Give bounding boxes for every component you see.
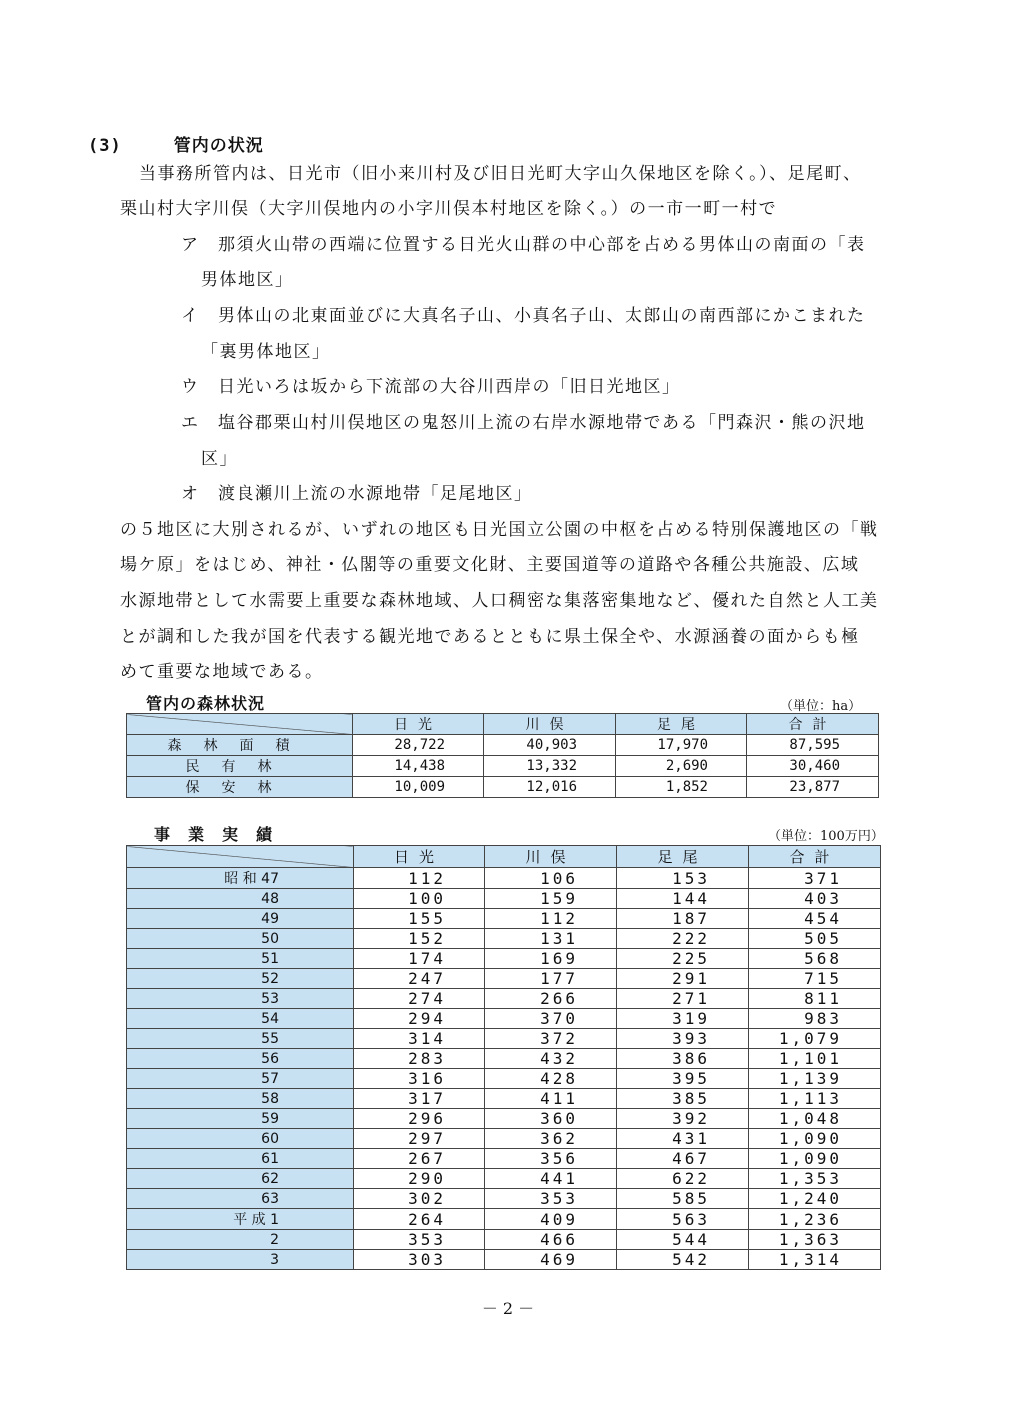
row-label: 54	[127, 1009, 354, 1029]
table-row	[127, 1089, 881, 1109]
item-u-line-1: ウ 日光いろは坂から下流部の大谷川西岸の「旧日光地区」	[181, 377, 681, 397]
cell-value: 544	[617, 1230, 749, 1250]
row-label: 59	[127, 1109, 354, 1129]
jigyo-table-body	[127, 868, 881, 1270]
row-label: 49	[127, 909, 354, 929]
cell-value: 291	[617, 969, 749, 989]
cell-value: 302	[354, 1189, 485, 1209]
cell-value: 1,363	[749, 1230, 881, 1250]
row-label: 昭 和 47	[127, 868, 354, 889]
item-a-line-2: 男体地区」	[201, 270, 294, 290]
row-label: 63	[127, 1189, 354, 1209]
item-o-line-1: オ 渡良瀬川上流の水源地帯「足尾地区」	[181, 484, 533, 504]
table-row	[127, 777, 879, 798]
item-e-line-2: 区」	[201, 449, 238, 469]
cell-value: 356	[485, 1149, 617, 1169]
cell-value: 247	[354, 969, 485, 989]
row-label: 56	[127, 1049, 354, 1069]
cell-value: 568	[749, 949, 881, 969]
cell-value: 131	[485, 929, 617, 949]
cell-value: 23,877	[747, 777, 879, 798]
cell-value: 467	[617, 1149, 749, 1169]
table-row	[127, 868, 881, 889]
row-label: 53	[127, 989, 354, 1009]
table-row	[127, 1109, 881, 1129]
cell-value: 392	[617, 1109, 749, 1129]
cell-value: 983	[749, 1009, 881, 1029]
cell-value: 314	[354, 1029, 485, 1049]
cell-value: 395	[617, 1069, 749, 1089]
cell-value: 40,903	[484, 735, 616, 756]
cell-value: 393	[617, 1029, 749, 1049]
item-e-line-1: エ 塩谷郡栗山村川俣地区の鬼怒川上流の右岸水源地帯である「門森沢・熊の沢地	[181, 413, 866, 433]
cell-value: 371	[749, 868, 881, 889]
row-label: 52	[127, 969, 354, 989]
table-row	[127, 1250, 881, 1270]
row-label: 50	[127, 929, 354, 949]
cell-value: 428	[485, 1069, 617, 1089]
intro-line-1: 当事務所管内は、日光市（旧小来川村及び旧日光町大字山久保地区を除く。）、足尾町、	[139, 164, 862, 184]
header-nikko: 日光	[353, 714, 484, 735]
cell-value: 153	[617, 868, 749, 889]
header-corner-cell	[127, 846, 354, 868]
table-header-row	[127, 846, 881, 868]
table-row	[127, 949, 881, 969]
cell-value: 87,595	[747, 735, 879, 756]
row-label: 保安林	[127, 777, 353, 798]
row-label: 58	[127, 1089, 354, 1109]
cell-value: 454	[749, 909, 881, 929]
item-i-line-2: 「裏男体地区」	[201, 342, 331, 362]
cell-value: 1,852	[616, 777, 747, 798]
cell-value: 622	[617, 1169, 749, 1189]
cell-value: 30,460	[747, 756, 879, 777]
table-row	[127, 1169, 881, 1189]
cell-value: 294	[354, 1009, 485, 1029]
item-a-line-1: ア 那須火山帯の西端に位置する日光火山群の中心部を占める男体山の南面の「表	[181, 235, 866, 255]
cell-value: 10,009	[353, 777, 484, 798]
forest-table-title: 管内の森林状況	[146, 694, 266, 713]
header-kawamata: 川俣	[485, 846, 617, 868]
cell-value: 271	[617, 989, 749, 1009]
cell-value: 1,236	[749, 1209, 881, 1230]
jigyo-table-title: 事 業 実 績	[154, 825, 274, 844]
cell-value: 159	[485, 889, 617, 909]
table-row	[127, 756, 879, 777]
cell-value: 585	[617, 1189, 749, 1209]
cell-value: 283	[354, 1049, 485, 1069]
summary-line-2: 場ケ原」をはじめ、神社・仏閣等の重要文化財、主要国道等の道路や各種公共施設、広域	[120, 555, 860, 575]
table-row	[127, 1009, 881, 1029]
cell-value: 441	[485, 1169, 617, 1189]
table-row	[127, 1049, 881, 1069]
table-row	[127, 909, 881, 929]
table-row	[127, 969, 881, 989]
row-label: 51	[127, 949, 354, 969]
row-label: 民有林	[127, 756, 353, 777]
row-label: 3	[127, 1250, 354, 1270]
cell-value: 290	[354, 1169, 485, 1189]
table-row	[127, 1029, 881, 1049]
row-label: 57	[127, 1069, 354, 1089]
row-label: 48	[127, 889, 354, 909]
cell-value: 505	[749, 929, 881, 949]
cell-value: 1,101	[749, 1049, 881, 1069]
forest-table	[126, 713, 879, 798]
cell-value: 174	[354, 949, 485, 969]
row-label: 2	[127, 1230, 354, 1250]
summary-line-4: とが調和した我が国を代表する観光地であるとともに県土保全や、水源涵養の面からも極	[120, 627, 860, 647]
row-label: 60	[127, 1129, 354, 1149]
cell-value: 14,438	[353, 756, 484, 777]
row-label: 55	[127, 1029, 354, 1049]
cell-value: 542	[617, 1250, 749, 1270]
header-ashio: 足尾	[617, 846, 749, 868]
cell-value: 372	[485, 1029, 617, 1049]
summary-line-5: めて重要な地域である。	[120, 662, 324, 682]
summary-line-1: の５地区に大別されるが、いずれの地区も日光国立公園の中枢を占める特別保護地区の「戦	[120, 520, 879, 540]
cell-value: 715	[749, 969, 881, 989]
cell-value: 2,690	[616, 756, 747, 777]
table-row	[127, 1189, 881, 1209]
cell-value: 469	[485, 1250, 617, 1270]
table-header-row	[127, 714, 879, 735]
section-number: (3)	[88, 136, 122, 156]
cell-value: 1,048	[749, 1109, 881, 1129]
cell-value: 169	[485, 949, 617, 969]
cell-value: 1,113	[749, 1089, 881, 1109]
cell-value: 1,139	[749, 1069, 881, 1089]
section-title: 管内の状況	[173, 136, 264, 156]
cell-value: 386	[617, 1049, 749, 1069]
cell-value: 1,314	[749, 1250, 881, 1270]
cell-value: 112	[485, 909, 617, 929]
cell-value: 403	[749, 889, 881, 909]
cell-value: 12,016	[484, 777, 616, 798]
cell-value: 187	[617, 909, 749, 929]
cell-value: 1,090	[749, 1129, 881, 1149]
cell-value: 353	[485, 1189, 617, 1209]
cell-value: 432	[485, 1049, 617, 1069]
cell-value: 811	[749, 989, 881, 1009]
header-corner-cell	[127, 714, 353, 735]
item-i-line-1: イ 男体山の北東面並びに大真名子山、小真名子山、太郎山の南西部にかこまれた	[181, 306, 866, 326]
header-total: 合計	[747, 714, 879, 735]
table-row	[127, 735, 879, 756]
row-label: 平 成 1	[127, 1209, 354, 1230]
cell-value: 1,079	[749, 1029, 881, 1049]
table-row	[127, 1209, 881, 1230]
cell-value: 266	[485, 989, 617, 1009]
cell-value: 222	[617, 929, 749, 949]
cell-value: 100	[354, 889, 485, 909]
header-total: 合計	[749, 846, 881, 868]
cell-value: 267	[354, 1149, 485, 1169]
cell-value: 431	[617, 1129, 749, 1149]
cell-value: 297	[354, 1129, 485, 1149]
cell-value: 362	[485, 1129, 617, 1149]
row-label: 61	[127, 1149, 354, 1169]
table-row	[127, 1129, 881, 1149]
cell-value: 28,722	[353, 735, 484, 756]
cell-value: 264	[354, 1209, 485, 1230]
cell-value: 316	[354, 1069, 485, 1089]
cell-value: 155	[354, 909, 485, 929]
cell-value: 144	[617, 889, 749, 909]
cell-value: 319	[617, 1009, 749, 1029]
table-row	[127, 1069, 881, 1089]
intro-line-2: 栗山村大字川俣（大字川俣地内の小字川俣本村地区を除く。）の一市一町一村で	[120, 199, 778, 219]
section-heading	[88, 131, 264, 156]
cell-value: 409	[485, 1209, 617, 1230]
cell-value: 177	[485, 969, 617, 989]
cell-value: 225	[617, 949, 749, 969]
cell-value: 466	[485, 1230, 617, 1250]
cell-value: 317	[354, 1089, 485, 1109]
cell-value: 411	[485, 1089, 617, 1109]
table-row	[127, 989, 881, 1009]
cell-value: 385	[617, 1089, 749, 1109]
cell-value: 360	[485, 1109, 617, 1129]
cell-value: 353	[354, 1230, 485, 1250]
cell-value: 1,090	[749, 1149, 881, 1169]
cell-value: 303	[354, 1250, 485, 1270]
cell-value: 152	[354, 929, 485, 949]
cell-value: 274	[354, 989, 485, 1009]
header-ashio: 足尾	[616, 714, 747, 735]
forest-table-unit: （単位：ha）	[780, 699, 862, 714]
cell-value: 112	[354, 868, 485, 889]
page-number: － 2 －	[481, 1299, 535, 1318]
header-kawamata: 川俣	[484, 714, 616, 735]
row-label: 森林面積	[127, 735, 353, 756]
row-label: 62	[127, 1169, 354, 1189]
cell-value: 563	[617, 1209, 749, 1230]
table-row	[127, 1230, 881, 1250]
cell-value: 370	[485, 1009, 617, 1029]
jigyo-table-unit: （単位：100万円）	[768, 829, 884, 844]
jigyo-table	[126, 845, 881, 1270]
cell-value: 1,240	[749, 1189, 881, 1209]
header-nikko: 日光	[354, 846, 485, 868]
table-row	[127, 1149, 881, 1169]
table-row	[127, 889, 881, 909]
cell-value: 296	[354, 1109, 485, 1129]
summary-line-3: 水源地帯として水需要上重要な森林地域、人口稠密な集落密集地など、優れた自然と人工美	[120, 591, 879, 611]
cell-value: 1,353	[749, 1169, 881, 1189]
cell-value: 17,970	[616, 735, 747, 756]
table-row	[127, 929, 881, 949]
cell-value: 13,332	[484, 756, 616, 777]
cell-value: 106	[485, 868, 617, 889]
